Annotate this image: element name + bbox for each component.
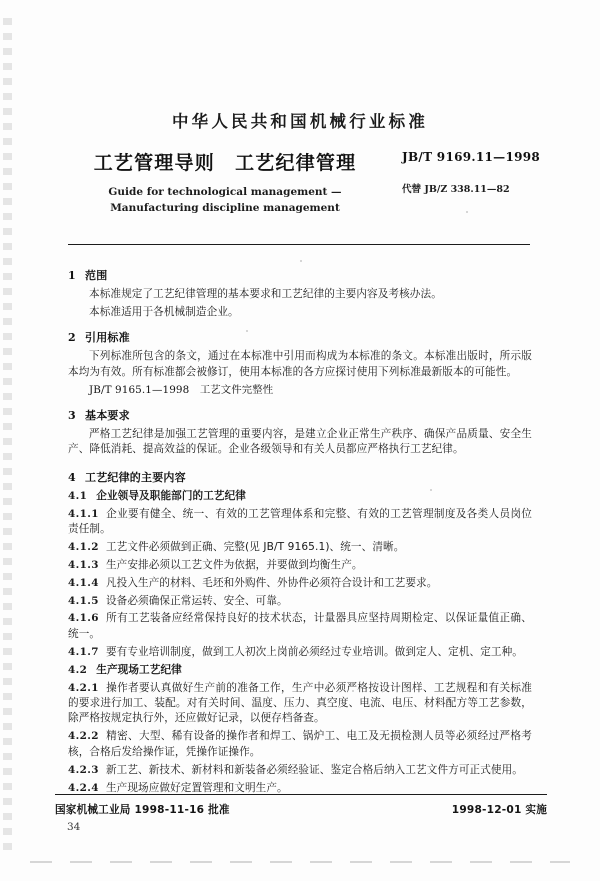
replaces-line: [402, 181, 552, 195]
section-1-paragraph-1: 本标准规定了工艺纪律管理的基本要求和工艺纪律的主要内容及考核办法。: [89, 288, 442, 300]
section-heading-1: [68, 267, 532, 283]
document-title-english: [60, 184, 390, 216]
clause-text: 所有工艺装备应经常保持良好的技术状态，计量器具应坚持周期检定、以保证量值正确、统一。: [68, 612, 532, 640]
scanner-edge-artifact-bottom: [30, 861, 570, 863]
clause-text: 设备必须确保正常运转、安全、可靠。: [105, 594, 288, 607]
section-number-4: 4: [68, 470, 76, 484]
section-number-2: 2: [68, 331, 76, 345]
document-footer: [55, 802, 547, 842]
title-english-line-1: Guide for technological management —: [108, 186, 342, 198]
clause-4-1-5: [68, 594, 532, 609]
clause-number: 4.2.3: [68, 763, 99, 776]
standard-number: JB/T 9169.11—1998: [402, 150, 541, 164]
clause-text: 企业领导及职能部门的工艺纪律: [96, 489, 246, 502]
clause-text: 生产现场应做好定置管理和文明生产。: [105, 781, 288, 794]
clause-text: 企业要有健全、统一、有效的工艺管理体系和完整、有效的工艺管理制度及各类人员岗位责任制。: [68, 507, 532, 535]
section-title-4: 工艺纪律的主要内容: [85, 470, 186, 484]
clause-4-2: [68, 663, 532, 678]
replaces-number: JB/Z 338.11—82: [424, 184, 510, 195]
clause-4-1-1: [68, 507, 532, 538]
section-title-1: 范围: [85, 269, 108, 282]
clause-4-1-2: [68, 540, 532, 555]
section-heading-3: [68, 407, 532, 423]
referenced-standard: [68, 383, 532, 398]
clause-4-1-6: [68, 611, 532, 642]
clause-number: 4.1.4: [68, 576, 99, 589]
clause-4-2-1: [68, 681, 532, 727]
document-header: [0, 108, 600, 132]
clause-number: 4.1.7: [68, 645, 99, 658]
header-divider-rule: [68, 244, 530, 245]
clause-number: 4.2: [68, 663, 88, 676]
clause-4-2-2: [68, 729, 532, 760]
clause-text: 操作者要认真做好生产前的准备工作，生产中必须严格按设计图样、工艺规程和有关标准的要求进行加工、装配。对有关时间、温度、压力、真空度、电流、电压、材料配方等工艺参数，除严格按规定执行外，还应做好记录，以便存档备查。: [68, 681, 532, 725]
clause-4-1-7: [68, 645, 532, 660]
clause-number: 4.1.6: [68, 612, 99, 625]
section-title-3: 基本要求: [85, 409, 130, 423]
section-1-paragraph-2: 本标准适用于各机械制造企业。: [89, 306, 239, 319]
section-heading-4: [68, 469, 532, 485]
clause-4-1-4: [68, 576, 532, 591]
section-heading-2: [68, 329, 532, 345]
clause-number: 4.1.3: [68, 558, 99, 571]
clause-4-1: [68, 489, 532, 504]
clause-text: 要有专业培训制度，做到工人初次上岗前必须经过专业培训。做到定人、定机、定工种。: [105, 645, 523, 658]
document-body: [68, 258, 532, 798]
footer-divider-rule: [55, 794, 547, 795]
clause-number: 4.1: [68, 489, 88, 502]
clause-number: 4.1.1: [68, 507, 99, 520]
clause-number: 4.2.2: [68, 730, 99, 743]
section-3-paragraph-1: 严格工艺纪律是加强工艺管理的重要内容，是建立企业正常生产秩序、确保产品质量、安全生产、降低消耗、提高效益的保证。企业各级领导和有关人员都应严格执行工艺纪律。: [68, 428, 532, 456]
clause-text: 生产现场工艺纪律: [96, 663, 182, 676]
page-number: 34: [67, 821, 81, 833]
approval-statement: 国家机械工业局 1998-11-16 批准: [55, 804, 230, 816]
title-row: [0, 148, 600, 226]
section-title-2: 引用标准: [85, 331, 130, 345]
clause-text: 精密、大型、稀有设备的操作者和焊工、锅炉工、电工及无损检测人员等必须经过严格考核，合格后发给操作证，凭操作证操作。: [68, 730, 532, 758]
clause-text: 凡投入生产的材料、毛坯和外购件、外协件必须符合设计和工艺要求。: [105, 576, 438, 589]
clause-number: 4.1.5: [68, 594, 99, 607]
issuing-organization: 中华人民共和国机械行业标准: [171, 112, 429, 131]
clause-4-1-3: [68, 558, 532, 573]
clause-number: 4.1.2: [68, 540, 99, 553]
clause-number: 4.2.4: [68, 781, 99, 794]
section-number-1: 1: [68, 269, 76, 282]
clause-text: 生产安排必须以工艺文件为依据，并要做到均衡生产。: [105, 558, 363, 571]
title-english-line-2: Manufacturing discipline management: [110, 202, 340, 214]
clause-number: 4.2.1: [68, 681, 99, 694]
clause-text: 新工艺、新技术、新材料和新装备必须经验证、鉴定合格后纳入工艺文件方可正式使用。: [105, 763, 523, 776]
section-2-paragraph-1: 下列标准所包含的条文，通过在本标准中引用而构成为本标准的条文。本标准出版时，所示版本均为有效。所有标准都会被修订，使用本标准的各方应探讨使用下列标准最新版本的可能性。: [68, 350, 532, 378]
standard-number-block: [402, 150, 552, 195]
scanner-edge-artifact-left: [3, 18, 12, 858]
clause-4-2-3: [68, 763, 532, 778]
replaces-label: 代替: [402, 184, 422, 195]
implementation-date: 1998-12-01 实施: [451, 804, 547, 816]
referenced-standard-text: JB/T 9165.1—1998 工艺文件完整性: [89, 383, 274, 396]
section-number-3: 3: [68, 409, 76, 423]
clause-text: 工艺文件必须做到正确、完整(见 JB/T 9165.1)、统一、清晰。: [105, 540, 405, 553]
document-title-chinese: 工艺管理导则 工艺纪律管理: [93, 152, 357, 174]
